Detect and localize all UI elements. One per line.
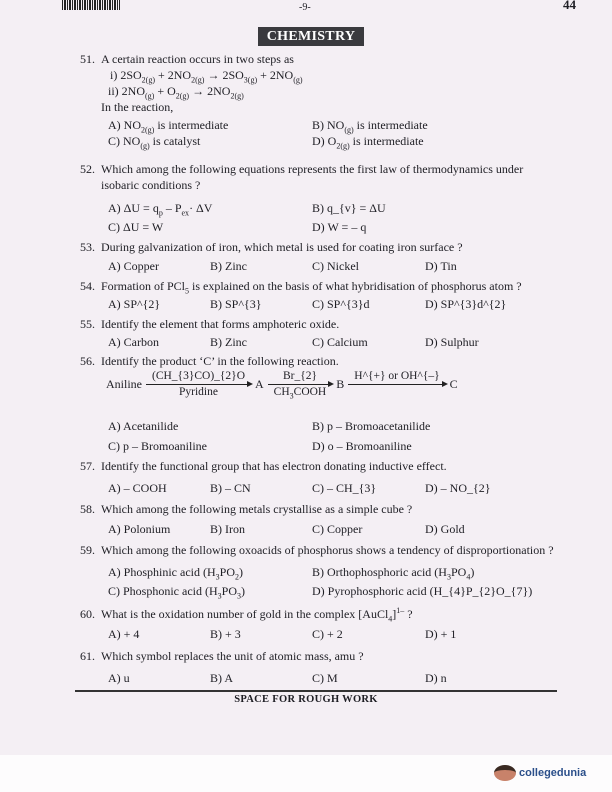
rough-work-label: SPACE FOR ROUGH WORK: [234, 694, 378, 705]
option-text: D) o – Bromoaniline: [312, 439, 412, 453]
intermediate-b: B: [336, 377, 345, 391]
superscript: 1–: [396, 606, 405, 615]
subscript: 2(g): [230, 91, 244, 101]
reaction-arrow: [146, 370, 251, 399]
option-text: C) $NO_{(g)}$ is catalyst: [108, 134, 201, 151]
section-title: CHEMISTRY: [258, 27, 364, 46]
subscript: p: [158, 208, 163, 218]
question-text: Identify the element that forms amphoteric oxide.: [101, 317, 340, 331]
option-text: ii) $2NO_{(g)} + O_{2(g)} \to 2NO_{2(g)}$: [108, 84, 244, 101]
option-text: B) Iron: [210, 522, 245, 536]
reagent-below: Pyridine: [179, 386, 218, 398]
subscript: 3: [237, 591, 241, 601]
logo-text: collegedunia: [519, 767, 587, 779]
option-text: D) $O_{2(g)}$ is intermediate: [312, 134, 424, 151]
question-number: 56.: [80, 354, 95, 368]
arrow-icon: [146, 384, 251, 385]
option-text: B) q_{v} = ΔU: [312, 201, 386, 215]
option-text: C) p – Bromoaniline: [108, 439, 207, 453]
divider: [75, 690, 557, 692]
arrow-icon: [348, 384, 445, 385]
reactant: Aniline: [106, 377, 142, 391]
reagent-below: $CH_3COOH$: [273, 386, 327, 401]
reagent-above: (CH_{3}CO)_{2}O: [152, 370, 245, 382]
option-text: A) Acetanilide: [108, 419, 179, 433]
subscript: 2(g): [191, 75, 205, 85]
reagent-above: Br_{2}: [282, 370, 317, 382]
question-text: Identify the product ‘C’ in the following reaction.: [101, 354, 339, 368]
option-text: D) Tin: [425, 259, 457, 273]
question-number: 53.: [80, 240, 95, 254]
option-text: D) + 1: [425, 627, 457, 641]
option-text: A) Copper: [108, 259, 159, 273]
subscript: (g): [293, 75, 303, 85]
option-text: B) – CN: [210, 481, 251, 495]
option-text: B) + 3: [210, 627, 241, 641]
subscript: 2(g): [336, 141, 350, 151]
question-number: 57.: [80, 459, 95, 473]
option-text: A) – COOH: [108, 481, 167, 495]
subscript: 3: [289, 391, 294, 401]
option-text: D) Sulphur: [425, 335, 479, 349]
subscript: 2(g): [175, 91, 190, 101]
question-text: Formation of PCl$_5$ is explained on the basis of what hybridisation of phosphorus atom ?: [101, 279, 522, 296]
question-number: 59.: [80, 543, 95, 557]
option-text: C) Copper: [312, 522, 363, 536]
question-text: A certain reaction occurs in two steps as: [101, 52, 294, 66]
option-text: C) Phosphonic acid $(H_3PO_3)$: [108, 584, 245, 601]
option-text: C) Nickel: [312, 259, 359, 273]
question-number: 51.: [80, 52, 95, 66]
question-text: During galvanization of iron, which metal is used for coating iron surface ?: [101, 240, 463, 254]
subscript: (g): [140, 141, 150, 151]
option-text: B) SP^{3}: [210, 297, 262, 311]
option-text: D) SP^{3}d^{2}: [425, 297, 507, 311]
question-number: 54.: [80, 279, 95, 293]
question-number: 60.: [80, 607, 95, 621]
question-number: 55.: [80, 317, 95, 331]
option-text: A) SP^{2}: [108, 297, 161, 311]
intermediate-a: A: [255, 377, 264, 391]
option-text: B) Zinc: [210, 335, 247, 349]
question-text: In the reaction,: [101, 100, 174, 114]
collegedunia-logo: [494, 765, 586, 781]
arrow-icon: [268, 384, 333, 385]
option-text: i) $2SO_{2(g)} + 2NO_{2(g)} \to 2SO_{3(g)} + 2NO_{(g)}$: [110, 68, 303, 85]
reaction-arrow: [348, 370, 445, 386]
question-text: Which among the following equations represents the first law of thermodynamics under: [101, 162, 524, 176]
product-c: C: [449, 377, 458, 391]
option-text: C) M: [312, 671, 338, 685]
reaction-scheme: [106, 370, 458, 399]
option-text: A) u: [108, 671, 130, 685]
option-text: A) Carbon: [108, 335, 159, 349]
reaction-arrow: [268, 370, 333, 399]
option-text: B) Zinc: [210, 259, 247, 273]
subscript: 5: [185, 286, 190, 296]
subscript: 3: [217, 591, 222, 601]
question-number: 61.: [80, 649, 95, 663]
option-text: B) $NO_{(g)}$ is intermediate: [312, 118, 428, 135]
option-text: D) n: [425, 671, 447, 685]
question-number: 52.: [80, 162, 95, 176]
subscript: (g): [344, 125, 354, 135]
option-text: C) Calcium: [312, 335, 368, 349]
question-text: What is the oxidation number of gold in the complex [AuCl$_4$]$^{1-}$ ?: [101, 606, 413, 624]
page-marker: -9-: [299, 2, 311, 13]
option-text: A) Polonium: [108, 522, 171, 536]
subscript: (g): [145, 91, 155, 101]
option-text: A) $\Delta U = q_p - P_{ex}\cdot \Delta V$: [108, 201, 213, 218]
reagent-above: H^{+} or OH^{–}: [354, 370, 440, 382]
option-text: C) SP^{3}d: [312, 297, 370, 311]
subscript: 4: [388, 614, 393, 624]
option-text: C) ΔU = W: [108, 220, 164, 234]
option-text: A) + 4: [108, 627, 140, 641]
subscript: 3: [446, 572, 451, 582]
option-text: B) p – Bromoacetanilide: [312, 419, 431, 433]
option-text: B) Orthophosphoric acid $(H_3PO_4)$: [312, 565, 475, 582]
subscript: 3(g): [243, 75, 258, 85]
option-text: A) $NO_{2(g)}$ is intermediate: [108, 118, 229, 135]
page-number: 44: [563, 0, 576, 12]
subscript: 3: [215, 572, 220, 582]
option-text: C) – CH_{3}: [312, 481, 377, 495]
option-text: A) Phosphinic acid $(H_3PO_2)$: [108, 565, 243, 582]
question-text: Which among the following oxoacids of phosphorus shows a tendency of disproportionation ?: [101, 543, 554, 557]
option-text: B) A: [210, 671, 234, 685]
option-text: D) Pyrophosphoric acid (H_{4}P_{2}O_{7}): [312, 584, 533, 598]
option-text: D) – NO_{2}: [425, 481, 491, 495]
logo-mascot-icon: [494, 765, 516, 781]
subscript: 2(g): [141, 75, 155, 85]
subscript: 2: [235, 572, 239, 582]
question-text: Which among the following metals crystallise as a simple cube ?: [101, 502, 413, 516]
subscript: 2(g): [141, 125, 155, 135]
subscript: 4: [466, 572, 471, 582]
option-text: C) + 2: [312, 627, 343, 641]
question-number: 58.: [80, 502, 95, 516]
question-text: Identify the functional group that has electron donating inductive effect.: [101, 459, 447, 473]
subscript: ex: [181, 208, 190, 218]
question-text: Which symbol replaces the unit of atomic mass, amu ?: [101, 649, 364, 663]
option-text: D) Gold: [425, 522, 465, 536]
option-text: D) W = – q: [312, 220, 367, 234]
question-text: isobaric conditions ?: [101, 178, 201, 192]
barcode: [62, 0, 120, 10]
